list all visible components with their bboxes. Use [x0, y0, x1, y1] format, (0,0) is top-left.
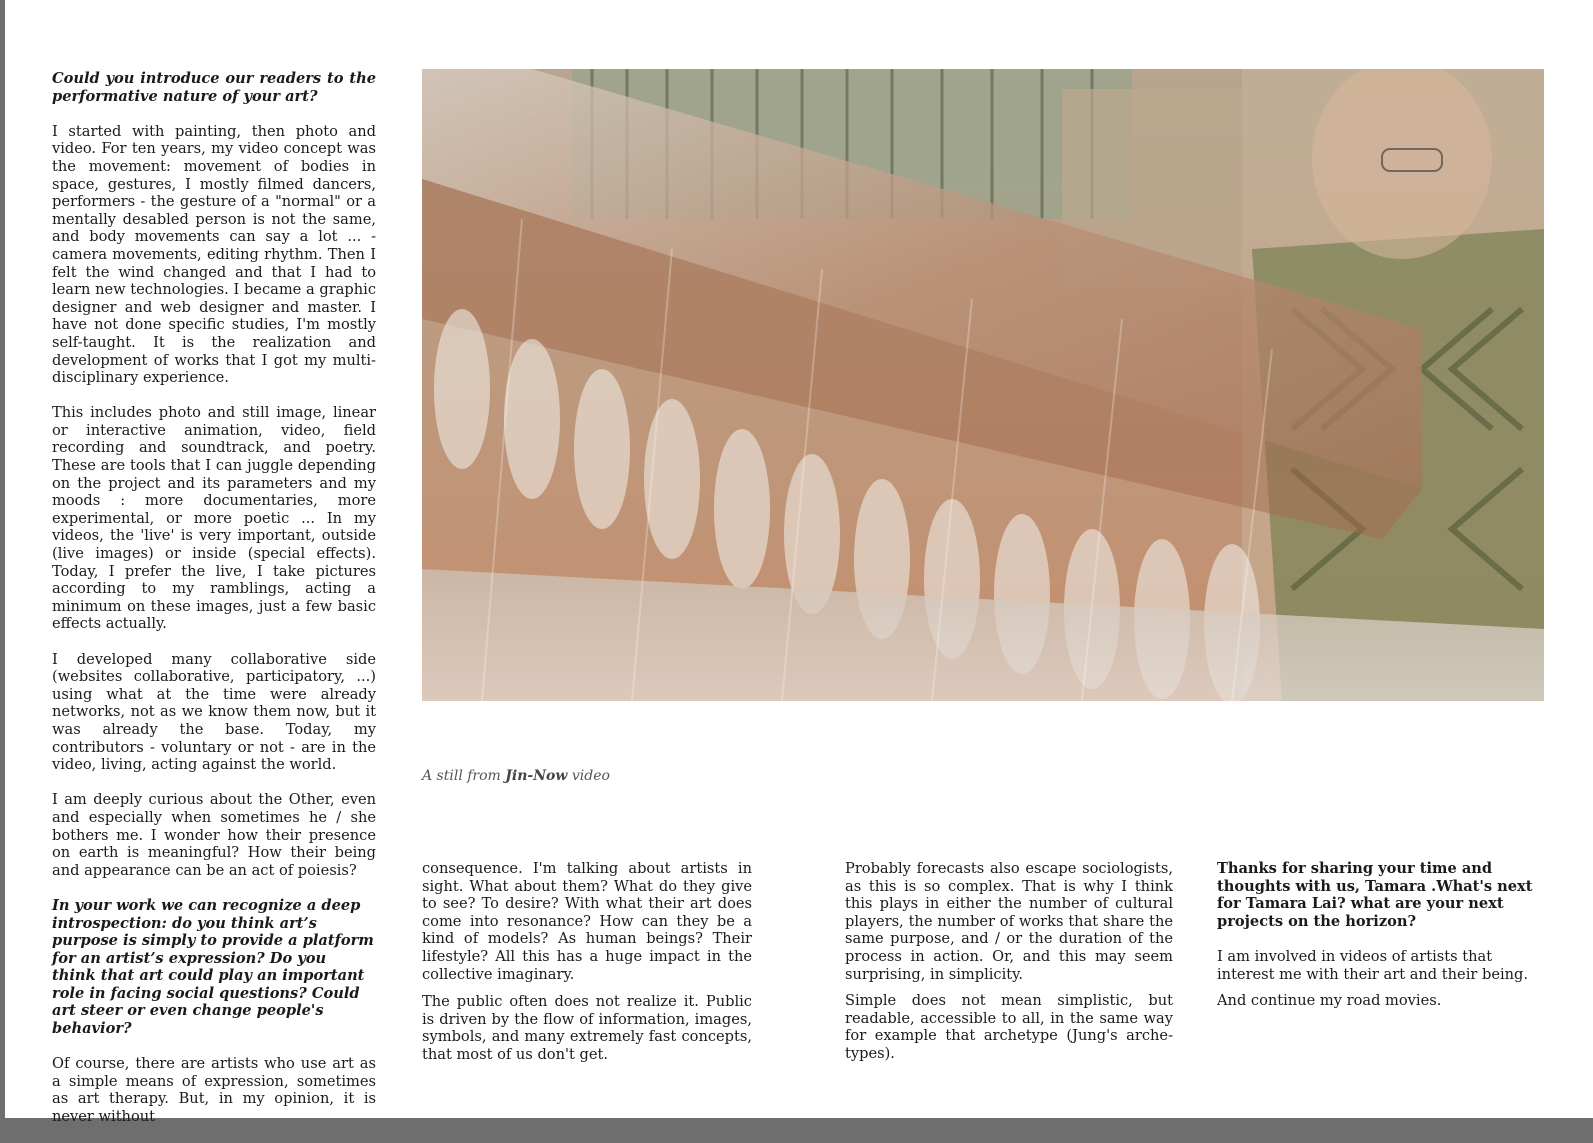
image-caption	[422, 768, 610, 784]
answer-1-paragraph-4: I am deeply curious about the Other, even and especially when sometimes he / she bothers me. I wonder how their presence on earth is meaningful? How their being and appearance can be an act of poiesis?	[52, 791, 376, 879]
column-2	[422, 860, 752, 1081]
answer-3-paragraph-2: And continue my road movies.	[1217, 992, 1442, 1010]
answer-1-paragraph-1: I started with painting, then photo and video. For ten years, my video concept was the movement: movement of bodies in space, gestures, I mostly filmed dancers, performers - the gesture of a "normal" or a mentally desabled person is not the same, and body movements can say a lot ... - camera movements, editing rhythm. Then I felt the wind changed and that I had to learn new technologies. I became a graphic designer and web designer and master. I have not done specific studies, I'm mostly self-taught. It is the realization and development of works that I got my multi-disciplinary experience.	[52, 122, 376, 387]
caption-prefix: A still from	[422, 768, 501, 784]
video-still-image	[422, 69, 1544, 701]
question-1: Could you introduce our readers to the performative nature of your art?	[52, 70, 376, 105]
answer-1-paragraph-2: This includes photo and still image, linear or interactive animation, video, field recording and soundtrack, and poetry. These are tools that I can juggle depending on the project and its parameters and my moods : more documentaries, more experimental, or more poetic ... In my videos, the 'live' is very important, outside (live images) or inside (special effects). Today, I prefer the live, I take pictures according to my ramblings, acting a minimum on these images, just a few basic effects actually.	[52, 404, 376, 633]
answer-2-paragraph-3: The public often does not realize it. Public is driven by the flow of information, images, symbols, and many extremely fast concepts, that most of us don't get.	[422, 993, 752, 1063]
caption-video-title: Jin-Now	[505, 768, 568, 784]
answer-2-paragraph-1: Of course, there are artists who use art as a simple means of expression, sometimes as art therapy. But, in my opinion, it is never without	[52, 1055, 376, 1126]
answer-3-paragraph-1: I am involved in videos of artists that interest me with their art and their being.	[1217, 947, 1529, 983]
answer-1-paragraph-3: I developed many collaborative side (websites collaborative, participatory, ...) using what at the time were already networks, not as we know them now, but it was already the base. Today, my contributors - voluntary or not - are in the video, living, acting against the world.	[52, 650, 376, 774]
answer-2-paragraph-4: Probably forecasts also escape sociologists, as this is so complex. That is why I think this plays in either the number of cultural players, the number of works that share the same purpose, and / or the duration of the process in action. Or, and this may seem surprising, in simplicity.	[845, 860, 1173, 983]
answer-2-paragraph-2: consequence. I'm talking about artists in sight. What about them? What do they give to see? To desire? With what their art does come into resonance? How can they be a kind of models? As human beings? Their lifestyle? All this has a huge impact in the collective imaginary.	[422, 860, 752, 983]
page	[5, 0, 1593, 1126]
question-2: In your work we can recognize a deep introspection: do you think art’s purpose is simply to provide a platform for an artist’s expression? Do you think that art could play an important role in facing social questions? Could art steer or even change people's behavior?	[52, 896, 374, 1038]
answer-2-paragraph-5: Simple does not mean simplistic, but readable, accessible to all, in the same way for example that archetype (Jung's arche-types).	[845, 992, 1173, 1062]
column-3	[845, 860, 1173, 1080]
caption-suffix: video	[571, 768, 610, 784]
question-3: Thanks for sharing your time and thoughts with us, Tamara .What's next for Tamara Lai? what are your next projects on the horizon?	[1217, 860, 1533, 930]
column-4	[1217, 860, 1547, 1027]
column-1	[52, 70, 376, 1143]
